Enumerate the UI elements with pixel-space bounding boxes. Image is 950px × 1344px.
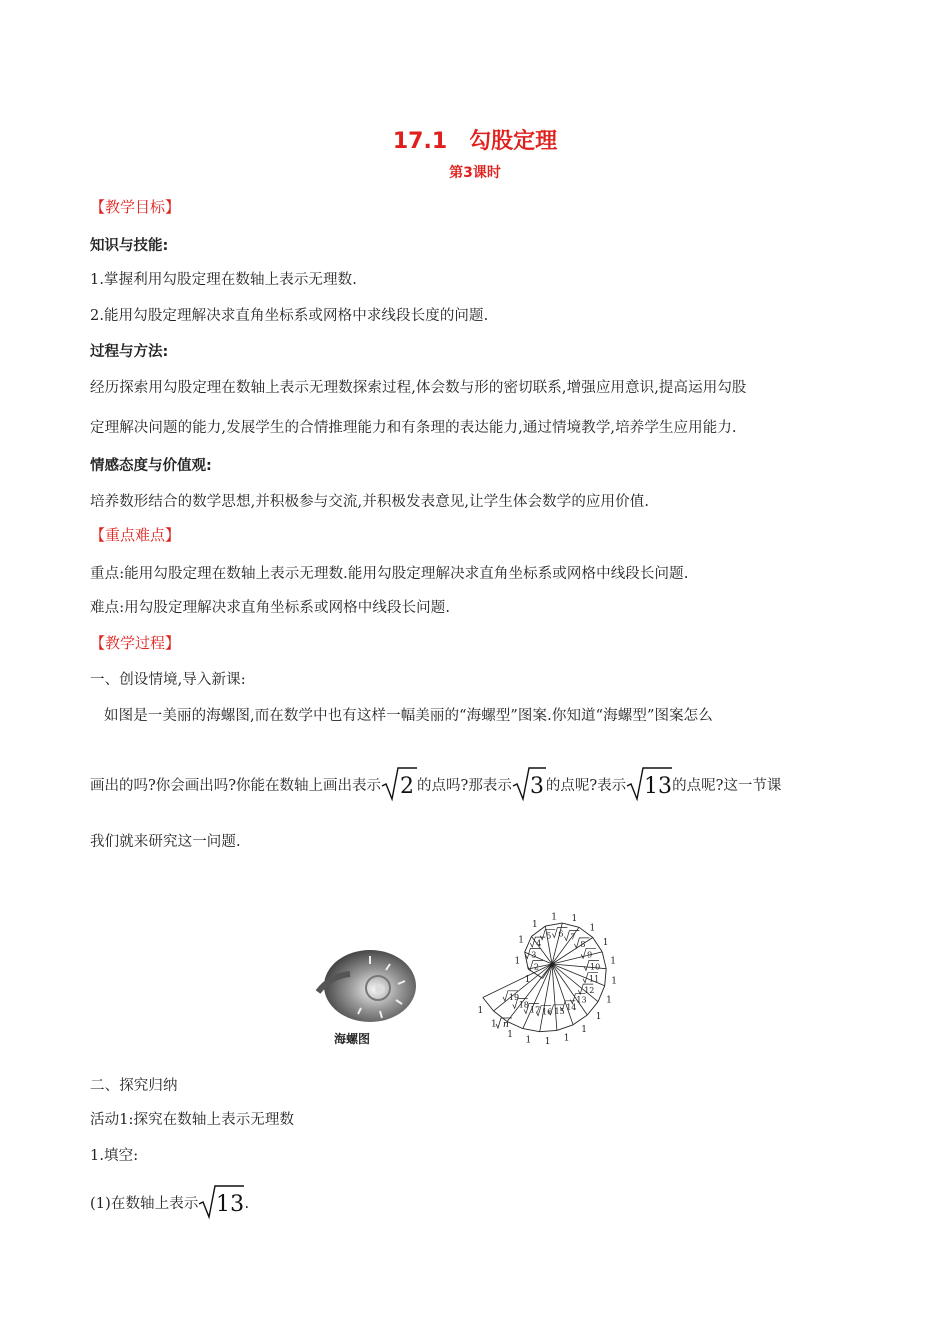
spiral-radical-value: 13: [576, 995, 587, 1005]
spiral-radical-label: [552, 928, 567, 939]
item-1-text: (1)在数轴上表示: [90, 1196, 199, 1212]
process-label: 过程与方法:: [90, 344, 169, 360]
spiral-unit-label: 1: [610, 956, 616, 967]
spiral-unit-label: 1: [477, 1006, 484, 1016]
intro-text-1: 如图是一美丽的海螺图,而在数学中也有这样一幅美丽的“海螺型”图案.你知道“海螺型”图案怎么: [104, 708, 713, 724]
radical-sign-icon: [512, 766, 546, 802]
spiral-unit-label: 1: [581, 1024, 587, 1035]
section-heading-process: 【教学过程】: [90, 634, 181, 652]
spiral-radical-value: 3: [531, 950, 537, 960]
spiral-radical-label: [584, 960, 600, 971]
spiral-radical-value: 6: [558, 929, 564, 939]
process-text-1: 经历探索用勾股定理在数轴上表示无理数探索过程,体会数与形的密切联系,增强应用意识,提高运用勾股: [90, 380, 747, 396]
page-title: 17.1 勾股定理: [392, 129, 558, 154]
item-1-sqrt-13: [198, 1184, 244, 1220]
page-subtitle: 第3课时: [449, 165, 501, 181]
sqrt-2-expression: [381, 766, 417, 802]
step-2-heading: 二、探究归纳: [90, 1078, 178, 1094]
spiral-radical-label: [503, 991, 519, 1002]
spiral-unit-label: 1: [525, 1035, 532, 1046]
spiral-unit-label: 1: [491, 1019, 497, 1030]
knowledge-item-2: 2.能用勾股定理解决求直角坐标系或网格中求线段长度的问题.: [90, 308, 489, 324]
sqrt-13-expression: [626, 766, 672, 802]
spiral-edge: [593, 938, 602, 952]
step-1-heading: 一、创设情境,导入新课:: [90, 672, 246, 688]
sqrt-2-radicand: 2: [400, 774, 415, 799]
spiral-edge: [605, 969, 607, 986]
shell-image: [310, 946, 420, 1046]
fill-in-heading: 1.填空:: [90, 1148, 139, 1164]
focus-text: 重点:能用勾股定理在数轴上表示无理数.能用勾股定理解决求直角坐标系或网格中线段长问题.: [90, 566, 689, 582]
spiral-spoke: [552, 964, 557, 1030]
spiral-radical-value: 8: [580, 939, 586, 949]
spiral-radical-value: 9: [587, 950, 593, 960]
spiral-n-value: n: [503, 1020, 509, 1030]
spiral-radical-value: 10: [590, 962, 601, 972]
sqrt-3-radicand: 3: [529, 774, 544, 799]
spiral-edge: [573, 1015, 587, 1025]
spiral-radical-value: 7: [570, 932, 576, 942]
spiral-edge: [540, 1030, 557, 1031]
activity-1-heading: 活动1:探究在数轴上表示无理数: [90, 1112, 295, 1128]
section-heading-keypoints: 【重点难点】: [90, 526, 181, 544]
intro-text-2c: 的点呢?表示: [545, 778, 627, 794]
spiral-radical-value: 2: [533, 962, 539, 972]
spiral-radical-value: 5: [546, 931, 552, 941]
spiral-radical-label: [530, 937, 545, 948]
spiral-diagram: [434, 858, 634, 1048]
emotion-text: 培养数形结合的数学思想,并积极参与交流,并积极发表意见,让学生体会数学的应用价值.: [90, 494, 650, 510]
spiral-unit-label: 1: [507, 1029, 514, 1040]
sqrt-13-radicand: 13: [644, 774, 673, 799]
intro-text-2b: 的点吗?那表示: [417, 778, 512, 794]
spiral-radical-value: 14: [566, 1002, 577, 1012]
spiral-unit-label: 1: [602, 938, 609, 949]
intro-text-3: 我们就来研究这一问题.: [90, 834, 241, 850]
spiral-unit-label: 1: [518, 935, 524, 946]
intro-text-2a: 画出的吗?你会画出吗?你能在数轴上画出表示: [90, 778, 382, 794]
spiral-unit-label: 1: [606, 995, 612, 1006]
spiral-unit-label: 1: [595, 1012, 602, 1022]
spiral-radical-value: 11: [589, 974, 600, 984]
spiral-radical-value: 18: [518, 1000, 529, 1010]
emotion-label: 情感态度与价值观:: [90, 458, 212, 474]
spiral-edge: [483, 998, 494, 1011]
sqrt-3-expression: [512, 766, 546, 802]
spiral-unit-label: 1: [544, 1037, 551, 1048]
spiral-unit-label: 1: [514, 956, 521, 967]
spiral-unit-label: 1: [589, 923, 596, 934]
spiral-unit-label: 1: [524, 975, 531, 986]
spiral-radical-value: 19: [508, 992, 520, 1002]
item-1-radicand: 13: [216, 1192, 245, 1217]
spiral-radical-value: 16: [542, 1007, 553, 1017]
radical-sign-icon: [381, 766, 417, 802]
spiral-radical-label: [574, 938, 589, 949]
spiral-unit-label: 1: [551, 912, 557, 923]
radical-sign-icon: [626, 766, 672, 802]
spiral-unit-label: 1: [532, 919, 538, 930]
spiral-svg: [434, 858, 634, 1048]
knowledge-label: 知识与技能:: [90, 238, 169, 254]
intro-text-2: [90, 766, 781, 802]
section-heading-objectives: 【教学目标】: [90, 198, 181, 216]
difficulty-text: 难点:用勾股定理解决求直角坐标系或网格中线段长问题.: [90, 600, 451, 616]
spiral-edge: [507, 1022, 523, 1029]
spiral-edge: [598, 986, 605, 1002]
spiral-unit-label: 1: [563, 1033, 570, 1044]
spiral-spoke: [540, 964, 552, 1032]
shell-illustration: [310, 946, 420, 1026]
spiral-radical-label: [564, 931, 579, 942]
spiral-radical-value: 15: [554, 1006, 565, 1016]
spiral-radical-value: 12: [584, 986, 595, 996]
item-1: [90, 1184, 249, 1220]
shell-caption: 海螺图: [334, 1032, 371, 1046]
radical-sign-icon: [198, 1184, 244, 1220]
spiral-edge: [545, 923, 562, 926]
spiral-edge: [557, 1025, 573, 1031]
spiral-radical-value: 17: [530, 1005, 541, 1015]
spiral-edge: [523, 1029, 540, 1032]
spiral-n-label: [496, 1018, 512, 1030]
item-1-end: .: [244, 1196, 250, 1212]
process-text-2: 定理解决问题的能力,发展学生的合情推理能力和有条理的表达能力,通过情境教学,培养学生应用能力.: [90, 420, 737, 436]
spiral-unit-label: 1: [571, 914, 578, 925]
spiral-radical-value: 4: [536, 939, 542, 949]
spiral-edge: [602, 952, 606, 969]
spiral-unit-label: 1: [611, 976, 617, 987]
knowledge-item-1: 1.掌握利用勾股定理在数轴上表示无理数.: [90, 272, 357, 288]
intro-text-2d: 的点呢?这一节课: [672, 778, 782, 794]
